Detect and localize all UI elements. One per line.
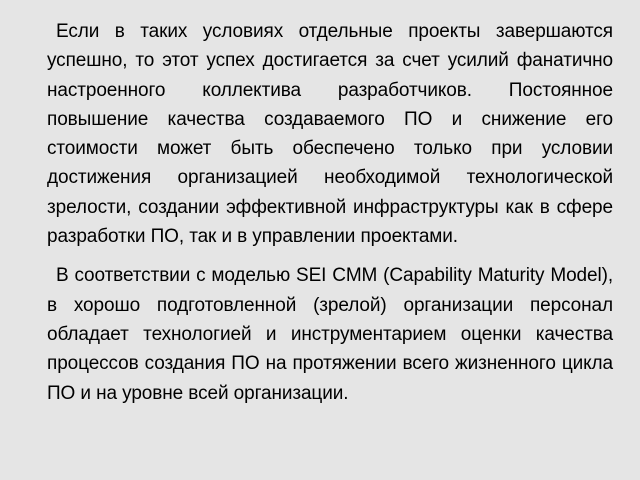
paragraph-2: В соответствии с моделью SEI CMM (Capability Maturity Model), в хорошо подготовленной (зрелой) организации персонал обладает технологией и инструментарием оценки качества процессов создания ПО на протяжении всего жизненного цикла ПО и на уровне всей организации. (47, 265, 613, 404)
slide-body (47, 17, 613, 408)
paragraph-1: Если в таких условиях отдельные проекты завершаются успешно, то этот успех достигается за счет усилий фанатично настроенного коллектива разработчиков. Постоянное повышение качества создаваемого ПО и снижение его стоимости может быть обеспечено только при условии достижения организацией необходимой технологической зрелости, создании эффективной инфраструктуры как в сфере разработки ПО, так и в управлении проектами. (47, 21, 613, 248)
